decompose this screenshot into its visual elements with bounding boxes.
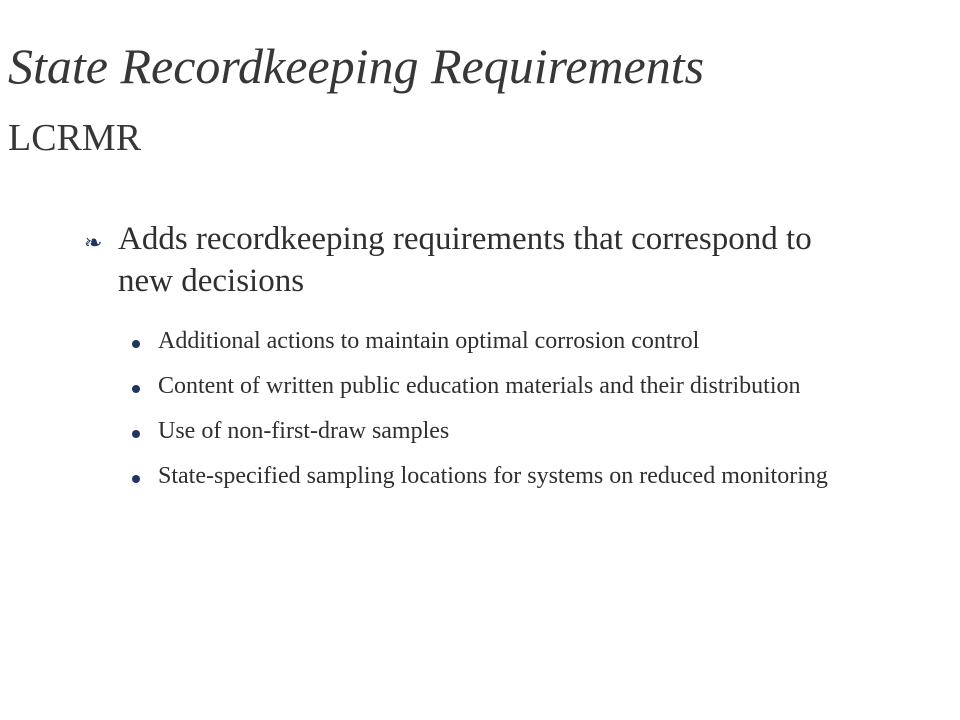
- sub-bullet-item: [132, 414, 852, 448]
- main-bullet: [84, 218, 844, 302]
- slide-title: State Recordkeeping Requirements: [8, 38, 705, 94]
- sub-bullet-list: [132, 324, 852, 504]
- fleuron-icon: ❧: [84, 231, 103, 256]
- bullet-dot-icon: [132, 430, 140, 438]
- slide-subtitle: LCRMR: [8, 117, 142, 159]
- bullet-dot-icon: [132, 475, 140, 483]
- sub-bullet-text: Use of non-first-draw samples: [158, 418, 450, 444]
- main-bullet-text: Adds recordkeeping requirements that correspond to new decisions: [118, 221, 812, 299]
- sub-bullet-text: Content of written public education materials and their distribution: [158, 373, 801, 399]
- bullet-dot-icon: [132, 340, 140, 348]
- sub-bullet-text: State-specified sampling locations for systems on reduced monitoring: [158, 463, 828, 489]
- sub-bullet-text: Additional actions to maintain optimal corrosion control: [158, 328, 700, 354]
- bullet-dot-icon: [132, 385, 140, 393]
- sub-bullet-item: [132, 324, 852, 358]
- sub-bullet-item: [132, 459, 852, 493]
- sub-bullet-item: [132, 369, 852, 403]
